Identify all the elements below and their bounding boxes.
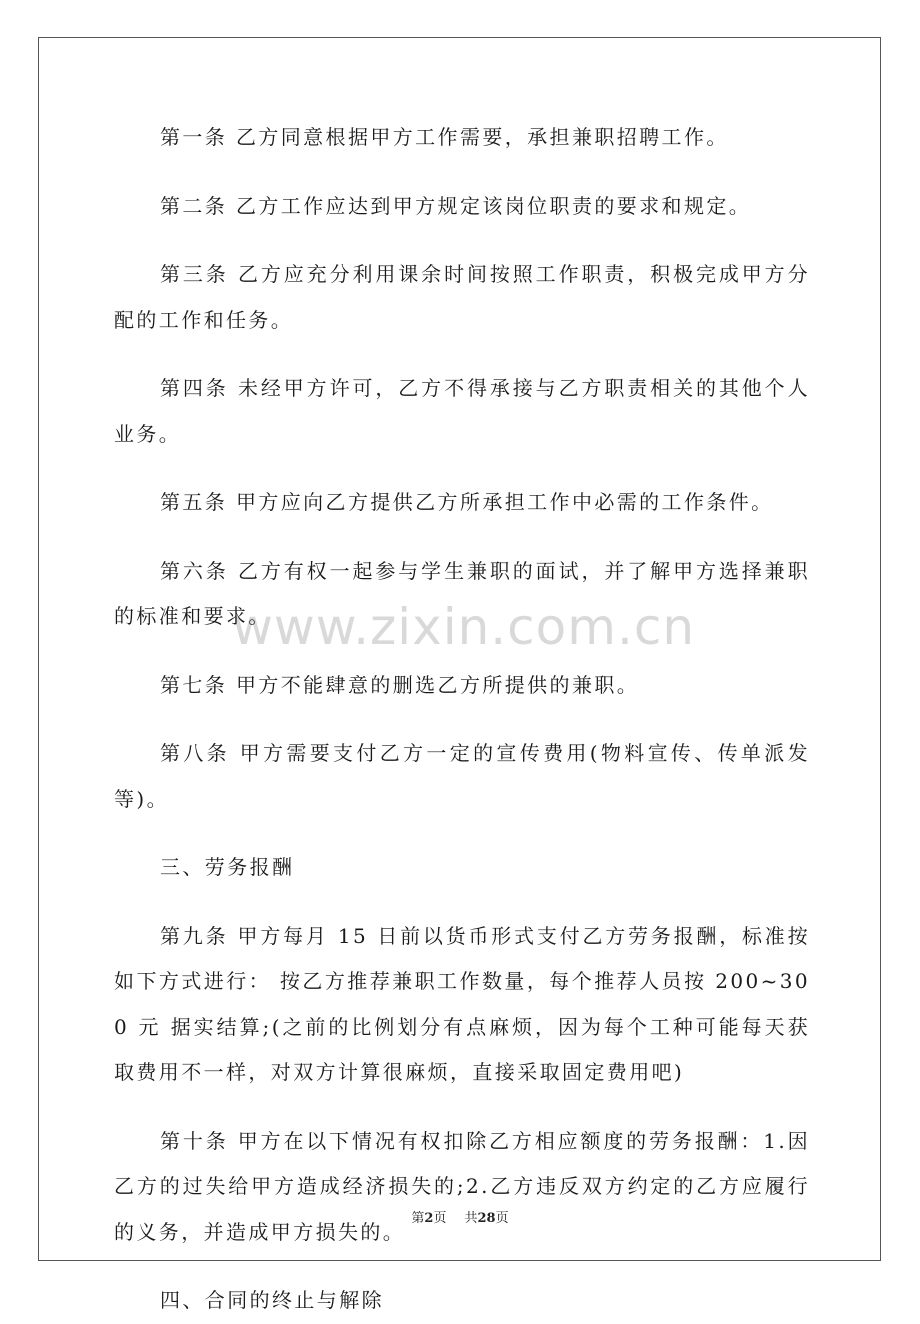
clause-1: 第一条 乙方同意根据甲方工作需要，承担兼职招聘工作。 bbox=[160, 125, 729, 149]
section-heading-termination: 四、合同的终止与解除 bbox=[160, 1288, 384, 1312]
page-suffix: 页 bbox=[433, 1211, 447, 1226]
section-heading-remuneration: 三、劳务报酬 bbox=[160, 855, 295, 879]
current-page-number: 2 bbox=[424, 1211, 434, 1226]
clause-10: 第十条 甲方在以下情况有权扣除乙方相应额度的劳务报酬：1.因乙方的过失给甲方造成经济损失的;2.乙方违反双方约定的乙方应履行的义务，并造成甲方损失的。 bbox=[114, 1128, 810, 1244]
clause-9: 第九条 甲方每月 15 日前以货币形式支付乙方劳务报酬，标准按如下方式进行： 按乙方推荐兼职工作数量，每个推荐人员按 200~300 元 据实结算;(之前的比例划分有点麻烦，因为每个工种可能每天获取费用不一样，对双方计算很麻烦，直接采取固定费用吧) bbox=[114, 923, 810, 1084]
text-layer bbox=[114, 115, 810, 1324]
clause-8: 第八条 甲方需要支付乙方一定的宣传费用(物料宣传、传单派发等)。 bbox=[114, 741, 810, 811]
clause-5: 第五条 甲方应向乙方提供乙方所承担工作中必需的工作条件。 bbox=[160, 490, 774, 514]
total-prefix: 共 bbox=[464, 1211, 478, 1226]
watermark: www.zixin.com.cn bbox=[232, 598, 696, 656]
clause-6: 第六条 乙方有权一起参与学生兼职的面试，并了解甲方选择兼职的标准和要求。 bbox=[114, 558, 810, 628]
clause-2: 第二条 乙方工作应达到甲方规定该岗位职责的要求和规定。 bbox=[160, 193, 752, 218]
total-page-number: 28 bbox=[477, 1211, 496, 1226]
clause-7: 第七条 甲方不能肆意的删选乙方所提供的兼职。 bbox=[160, 672, 640, 697]
clause-3: 第三条 乙方应充分利用课余时间按照工作职责，积极完成甲方分配的工作和任务。 bbox=[114, 262, 810, 332]
clause-4: 第四条 未经甲方许可，乙方不得承接与乙方职责相关的其他个人业务。 bbox=[114, 376, 810, 446]
page-prefix: 第 bbox=[411, 1211, 425, 1226]
document-body bbox=[114, 115, 810, 1324]
total-suffix: 页 bbox=[495, 1211, 509, 1226]
